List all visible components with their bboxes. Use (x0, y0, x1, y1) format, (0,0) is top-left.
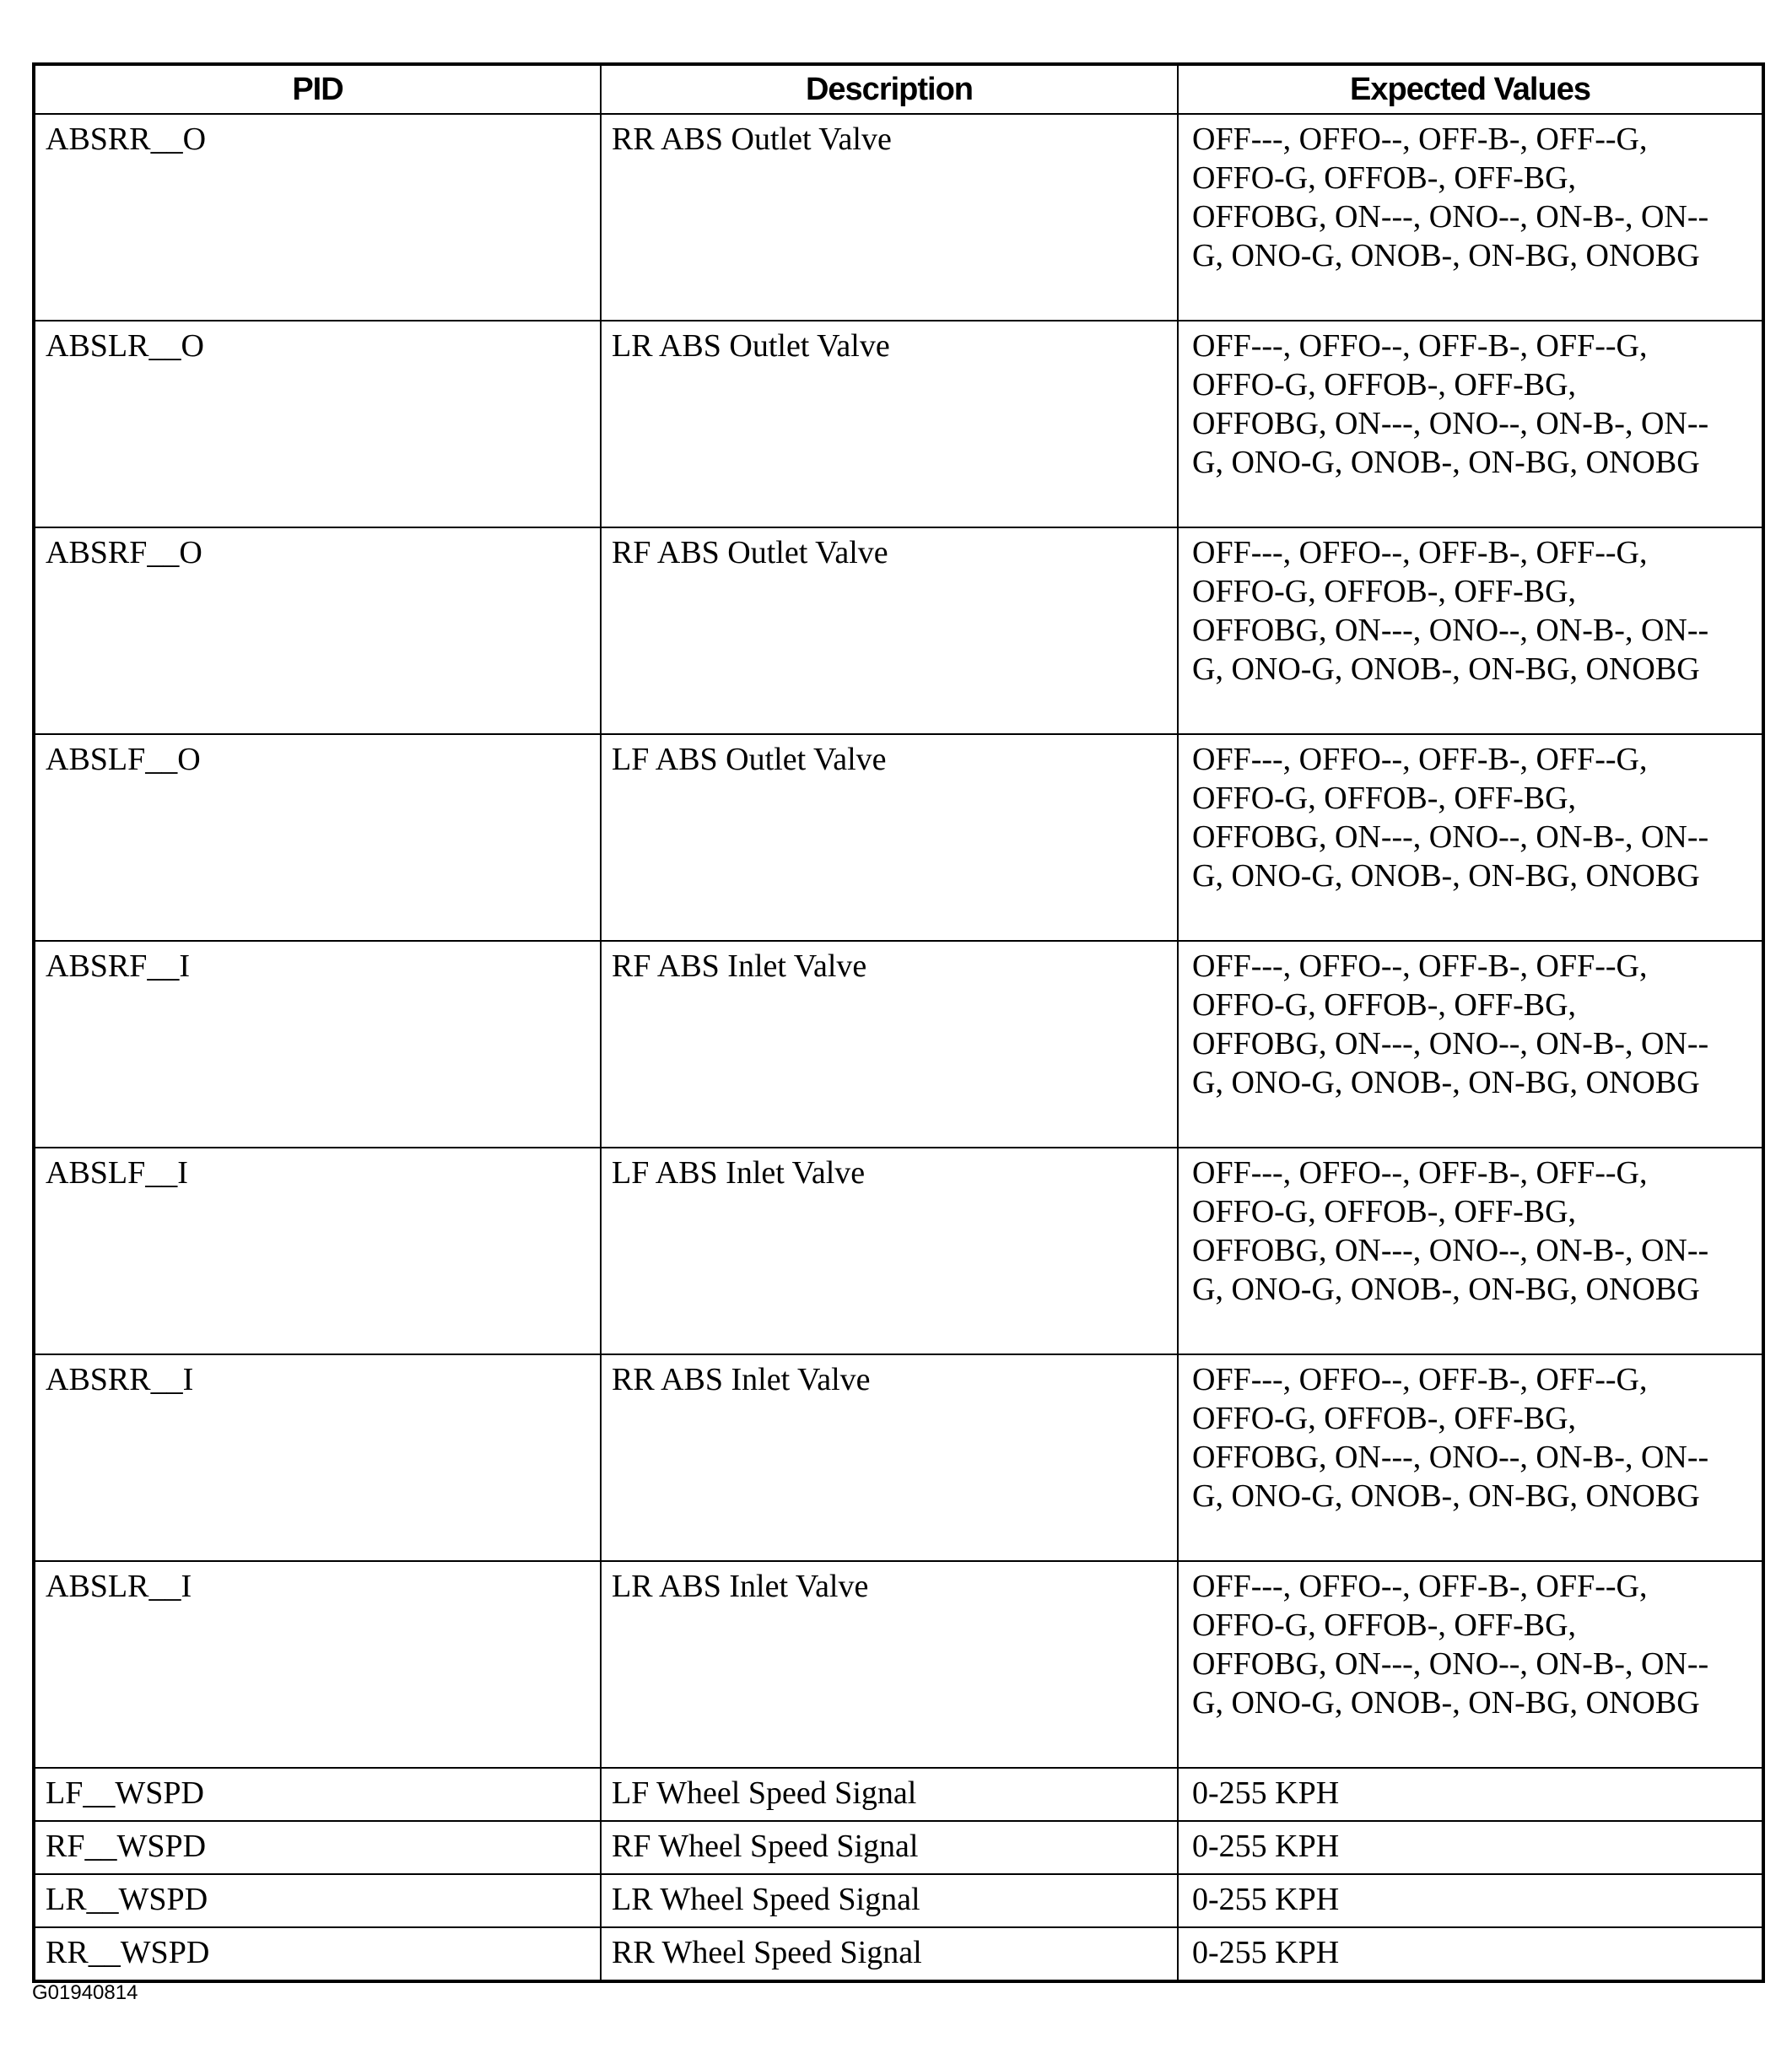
expected-values-cell: OFF---, OFFO--, OFF-B-, OFF--G, OFFO-G, OFFOB-, OFF-BG, OFFOBG, ON---, ONO--, ON-B-, ON--G, ONO-G, ONOB-, ON-BG, ONOBG (1178, 321, 1763, 527)
table-row (34, 1821, 1763, 1874)
pid-cell: RF__WSPD (34, 1821, 601, 1874)
expected-values-cell: OFF---, OFFO--, OFF-B-, OFF--G, OFFO-G, OFFOB-, OFF-BG, OFFOBG, ON---, ONO--, ON-B-, ON--G, ONO-G, ONOB-, ON-BG, ONOBG (1178, 734, 1763, 941)
pid-cell: LR__WSPD (34, 1874, 601, 1927)
header-pid: PID (34, 64, 601, 114)
pid-cell: ABSLF__I (34, 1148, 601, 1354)
table-row (34, 321, 1763, 527)
description-cell: LR ABS Outlet Valve (601, 321, 1178, 527)
description-cell: RR ABS Outlet Valve (601, 114, 1178, 321)
table-row (34, 527, 1763, 734)
description-cell: RR ABS Inlet Valve (601, 1354, 1178, 1561)
pid-cell: ABSRR__O (34, 114, 601, 321)
description-cell: LR ABS Inlet Valve (601, 1561, 1178, 1768)
table-row (34, 1768, 1763, 1821)
expected-values-cell: OFF---, OFFO--, OFF-B-, OFF--G, OFFO-G, OFFOB-, OFF-BG, OFFOBG, ON---, ONO--, ON-B-, ON--G, ONO-G, ONOB-, ON-BG, ONOBG (1178, 114, 1763, 321)
description-cell: LR Wheel Speed Signal (601, 1874, 1178, 1927)
description-cell: LF ABS Inlet Valve (601, 1148, 1178, 1354)
table-row (34, 941, 1763, 1148)
expected-values-cell: OFF---, OFFO--, OFF-B-, OFF--G, OFFO-G, OFFOB-, OFF-BG, OFFOBG, ON---, ONO--, ON-B-, ON--G, ONO-G, ONOB-, ON-BG, ONOBG (1178, 941, 1763, 1148)
description-cell: RR Wheel Speed Signal (601, 1927, 1178, 1981)
table-row (34, 114, 1763, 321)
pid-cell: ABSLR__O (34, 321, 601, 527)
expected-values-cell: OFF---, OFFO--, OFF-B-, OFF--G, OFFO-G, OFFOB-, OFF-BG, OFFOBG, ON---, ONO--, ON-B-, ON--G, ONO-G, ONOB-, ON-BG, ONOBG (1178, 1148, 1763, 1354)
table-row (34, 1354, 1763, 1561)
pid-cell: ABSRR__I (34, 1354, 601, 1561)
expected-values-cell: 0-255 KPH (1178, 1927, 1763, 1981)
expected-values-cell: 0-255 KPH (1178, 1768, 1763, 1821)
expected-values-cell: OFF---, OFFO--, OFF-B-, OFF--G, OFFO-G, OFFOB-, OFF-BG, OFFOBG, ON---, ONO--, ON-B-, ON--G, ONO-G, ONOB-, ON-BG, ONOBG (1178, 1354, 1763, 1561)
pid-cell: ABSLR__I (34, 1561, 601, 1768)
header-description: Description (601, 64, 1178, 114)
expected-values-cell: OFF---, OFFO--, OFF-B-, OFF--G, OFFO-G, OFFOB-, OFF-BG, OFFOBG, ON---, ONO--, ON-B-, ON--G, ONO-G, ONOB-, ON-BG, ONOBG (1178, 1561, 1763, 1768)
expected-values-cell: 0-255 KPH (1178, 1874, 1763, 1927)
description-cell: LF ABS Outlet Valve (601, 734, 1178, 941)
description-cell: RF ABS Inlet Valve (601, 941, 1178, 1148)
header-row (34, 64, 1763, 114)
table-row (34, 1148, 1763, 1354)
pid-cell: ABSLF__O (34, 734, 601, 941)
expected-values-cell: OFF---, OFFO--, OFF-B-, OFF--G, OFFO-G, OFFOB-, OFF-BG, OFFOBG, ON---, ONO--, ON-B-, ON--G, ONO-G, ONOB-, ON-BG, ONOBG (1178, 527, 1763, 734)
pid-cell: LF__WSPD (34, 1768, 601, 1821)
pid-cell: RR__WSPD (34, 1927, 601, 1981)
pid-table (32, 62, 1765, 1983)
table-row (34, 734, 1763, 941)
header-expected-values: Expected Values (1178, 64, 1763, 114)
table-row (34, 1927, 1763, 1981)
table-row (34, 1561, 1763, 1768)
description-cell: LF Wheel Speed Signal (601, 1768, 1178, 1821)
pid-cell: ABSRF__I (34, 941, 601, 1148)
table-row (34, 1874, 1763, 1927)
description-cell: RF ABS Outlet Valve (601, 527, 1178, 734)
description-cell: RF Wheel Speed Signal (601, 1821, 1178, 1874)
figure-id-label: G01940814 (32, 1981, 138, 2004)
expected-values-cell: 0-255 KPH (1178, 1821, 1763, 1874)
pid-cell: ABSRF__O (34, 527, 601, 734)
